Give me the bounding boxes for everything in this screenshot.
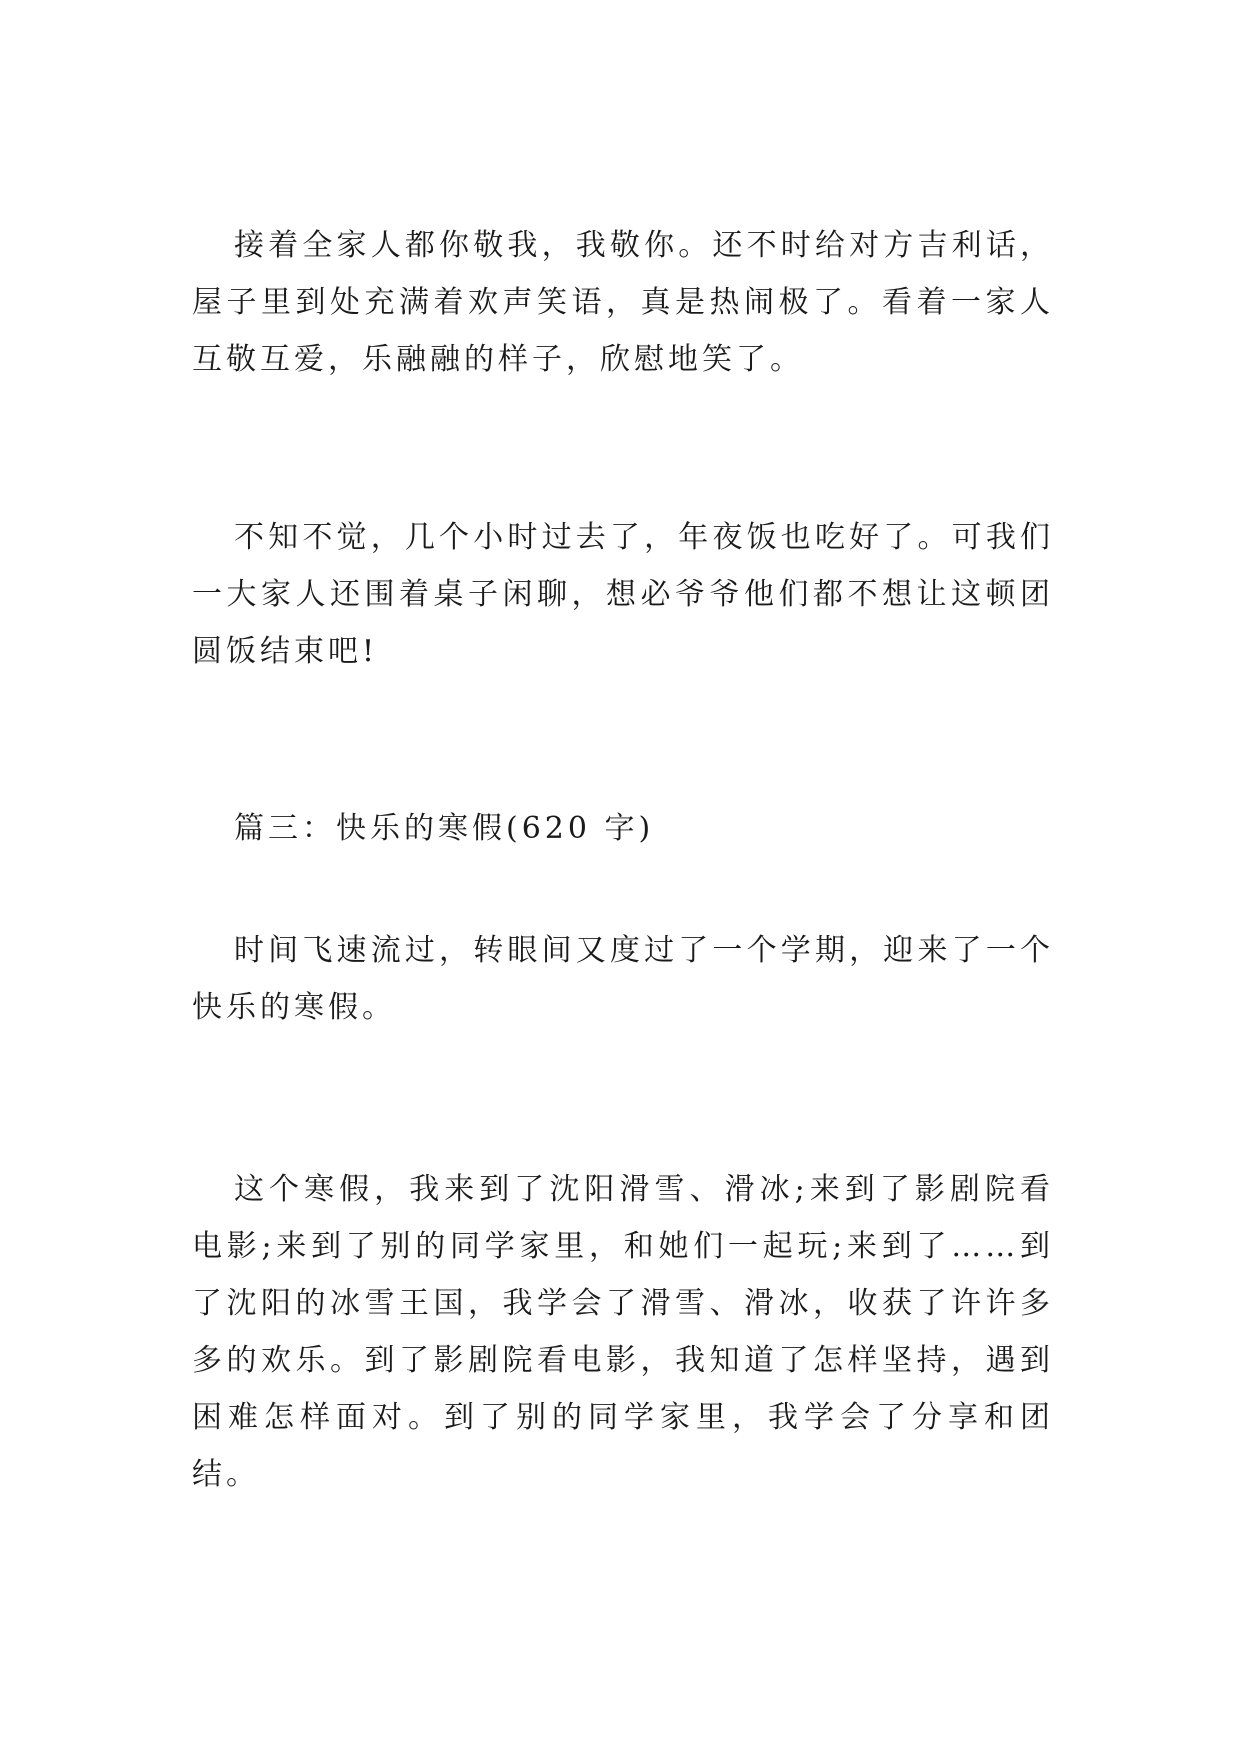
paragraph-dinner-ends: 不知不觉，几个小时过去了，年夜饭也吃好了。可我们一大家人还围着桌子闲聊，想必爷爷他们都不想让这顿团圆饭结束吧! bbox=[192, 520, 1054, 669]
paragraph-family-toasts: 接着全家人都你敬我，我敬你。还不时给对方吉利话，屋子里到处充满着欢声笑语，真是热闹极了。看着一家人互敬互爱，乐融融的样子，欣慰地笑了。 bbox=[192, 228, 1054, 377]
paragraph-winter-break-intro: 时间飞速流过，转眼间又度过了一个学期，迎来了一个快乐的寒假。 bbox=[192, 933, 1054, 1025]
section-heading: 篇三：快乐的寒假(620 字) bbox=[234, 811, 655, 846]
paragraph-winter-break-activities: 这个寒假，我来到了沈阳滑雪、滑冰;来到了影剧院看电影;来到了别的同学家里，和她们一起玩;来到了……到了沈阳的冰雪王国，我学会了滑雪、滑冰，收获了许许多多的欢乐。到了影剧院看电影，我知道了怎样坚持，遇到困难怎样面对。到了别的同学家里，我学会了分享和团结。 bbox=[192, 1172, 1054, 1492]
